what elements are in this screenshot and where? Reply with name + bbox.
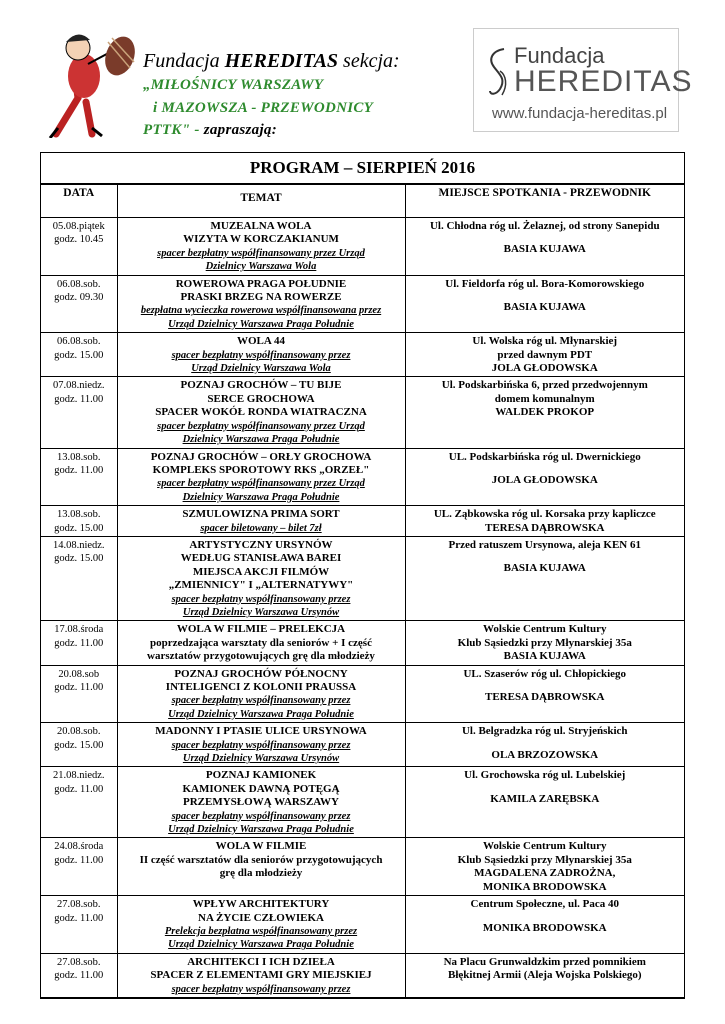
funding-note: spacer biletowany – bilet 7zł (200, 522, 322, 534)
meeting-place-line: UL. Podskarbińska róg ul. Dwernickiego (448, 450, 641, 463)
row-date (41, 896, 117, 954)
topic-line: ROWEROWA PRAGA POŁUDNIE (175, 277, 347, 290)
row-date (41, 621, 117, 665)
spacer (408, 233, 683, 243)
row-place-guide (405, 621, 684, 665)
funding-note: spacer bezpłatny współfinansowany przez (171, 739, 351, 751)
meeting-place-line: Ul. Chłodna róg ul. Żelaznej, od strony Sanepidu (429, 220, 660, 232)
row-date (41, 767, 117, 838)
topic-line: KAMIONEK DAWNĄ POTĘGĄ (182, 782, 340, 795)
funding-note: bezpłatna wycieczka rowerowa współfinansowana przez (140, 305, 382, 317)
date-line: 24.08.środa (54, 841, 104, 853)
date-line: godz. 11.00 (54, 464, 104, 476)
row-place-guide (405, 767, 684, 838)
date-line: 20.08.sob (58, 668, 100, 680)
row-topic (117, 723, 405, 767)
table-header-row (41, 185, 684, 218)
table-row (41, 767, 684, 838)
row-place-guide (405, 275, 684, 333)
funding-note: Urząd Dzielnicy Warszawa Praga Południe (168, 939, 354, 951)
topic-line: „ZMIENNICY" I „ALTERNATYWY" (168, 579, 354, 592)
topic-line: SPACER Z ELEMENTAMI GRY MIEJSKIEJ (150, 969, 372, 982)
guide-name: TERESA DĄBROWSKA (484, 521, 605, 534)
row-date (41, 448, 117, 506)
table-row (41, 377, 684, 448)
guide-name: MONIKA BRODOWSKA (482, 921, 607, 934)
funding-note: Urząd Dzielnicy Warszawa Ursynów (182, 606, 340, 618)
row-place-guide (405, 506, 684, 537)
guide-name: BASIA KUJAWA (503, 301, 586, 314)
program-table (41, 184, 684, 998)
date-line: godz. 11.00 (54, 637, 104, 649)
row-topic (117, 767, 405, 838)
row-date (41, 723, 117, 767)
table-body (41, 218, 684, 998)
row-topic (117, 665, 405, 723)
column-header-topic: TEMAT (117, 185, 405, 218)
topic-line: II część warsztatów dla seniorów przygotowujących (139, 853, 383, 866)
date-line: godz. 11.00 (54, 912, 104, 924)
date-line: godz. 11.00 (54, 970, 104, 982)
row-place-guide (405, 536, 684, 620)
spacer (408, 291, 683, 301)
funding-note: Dzielnicy Warszawa Wola (205, 261, 317, 273)
topic-line: ARCHITEKCI I ICH DZIEŁA (187, 955, 335, 968)
row-date (41, 275, 117, 333)
meeting-place-line: Ul. Fieldorfa róg ul. Bora-Komorowskiego (445, 277, 645, 290)
meeting-place-line: domem komunalnym (494, 392, 595, 405)
program-title: PROGRAM – SIERPIEŃ 2016 (41, 153, 684, 184)
row-place-guide (405, 333, 684, 377)
column-header-date: DATA (41, 185, 117, 218)
table-row (41, 838, 684, 896)
topic-line: SZMULOWIZNA PRIMA SORT (182, 508, 340, 521)
logo-word-hereditas: HEREDITAS (514, 65, 693, 98)
table-row (41, 953, 684, 997)
row-topic (117, 218, 405, 276)
spacer (408, 552, 683, 562)
table-row (41, 506, 684, 537)
funding-note: spacer bezpłatny współfinansowany przez (171, 695, 351, 707)
table-row (41, 621, 684, 665)
row-topic (117, 506, 405, 537)
funding-note: spacer bezpłatny współfinansowany przez (171, 983, 351, 995)
guide-name: BASIA KUJAWA (503, 243, 586, 256)
topic-line: MADONNY I PTASIE ULICE URSYNOWA (155, 725, 367, 738)
table-row (41, 275, 684, 333)
date-line: 27.08.sob. (57, 956, 101, 968)
row-place-guide (405, 896, 684, 954)
row-topic (117, 953, 405, 997)
topic-line: warsztatów przygotowujących grę dla młodzieży (147, 650, 375, 663)
spacer (408, 464, 683, 474)
funding-note: spacer bezpłatny współfinansowany przez Urząd (157, 478, 365, 490)
table-row (41, 333, 684, 377)
date-line: godz. 15.00 (54, 522, 104, 534)
topic-line: grę dla młodzieży (219, 867, 303, 880)
column-header-place: MIEJSCE SPOTKANIA - PRZEWODNIK (405, 185, 684, 218)
table-row (41, 536, 684, 620)
meeting-place-line: Błękitnej Armii (Aleja Wojska Polskiego) (447, 969, 642, 982)
row-topic (117, 448, 405, 506)
row-topic (117, 377, 405, 448)
row-topic (117, 838, 405, 896)
logo-url: www.fundacja-hereditas.pl (492, 105, 668, 122)
date-line: 13.08.sob. (57, 509, 101, 521)
topic-line: POZNAJ KAMIONEK (205, 769, 317, 782)
topic-line: poprzedzająca warsztaty dla seniorów + I część (150, 636, 372, 649)
topic-line: NA ŻYCIE CZŁOWIEKA (198, 911, 324, 924)
date-line: 27.08.sob. (57, 899, 101, 911)
meeting-place-line: Klub Sąsiedzki przy Młynarskiej 35a (457, 853, 632, 866)
meeting-place-line: Wolskie Centrum Kultury (483, 623, 607, 636)
date-line: 06.08.sob. (57, 336, 101, 348)
row-place-guide (405, 448, 684, 506)
table-row (41, 665, 684, 723)
row-date (41, 377, 117, 448)
topic-line: WEDŁUG STANISŁAWA BAREI (180, 552, 342, 565)
guide-name: OLA BRZOZOWSKA (491, 748, 599, 761)
row-date (41, 665, 117, 723)
table-row (41, 448, 684, 506)
guide-name: BASIA KUJAWA (503, 650, 586, 663)
guide-name: KAMILA ZARĘBSKA (490, 792, 600, 805)
guide-name: BASIA KUJAWA (503, 562, 586, 575)
funding-note: Urząd Dzielnicy Warszawa Praga Południe (168, 824, 354, 836)
row-topic (117, 536, 405, 620)
topic-line: POZNAJ GROCHÓW PÓŁNOCNY (174, 667, 348, 680)
date-line: 06.08.sob. (57, 278, 101, 290)
section-line-2: i MAZOWSZA - PRZEWODNICY (153, 100, 374, 116)
row-date (41, 536, 117, 620)
date-line: 21.08.niedz. (52, 770, 105, 782)
spacer (408, 739, 683, 749)
mascot-figure-icon (48, 28, 140, 138)
logo-word-fundacja: Fundacja (514, 43, 605, 68)
funding-note: spacer bezpłatny współfinansowany przez Urząd (157, 247, 365, 259)
topic-line: WOLA 44 (237, 335, 285, 348)
date-line: 07.08.niedz. (52, 380, 105, 392)
guide-name: WALDEK PROKOP (495, 406, 595, 419)
row-date (41, 218, 117, 276)
row-place-guide (405, 218, 684, 276)
meeting-place-line: Przed ratuszem Ursynowa, aleja KEN 61 (448, 538, 641, 551)
funding-note: spacer bezpłatny współfinansowany przez Urząd (157, 420, 365, 432)
funding-note: spacer bezpłatny współfinansowany przez (171, 810, 351, 822)
meeting-place-line: UL. Szaserów róg ul. Chłopickiego (463, 667, 627, 680)
topic-line: PRASKI BRZEG NA ROWERZE (180, 291, 342, 304)
guide-name: MONIKA BRODOWSKA (482, 880, 607, 893)
topic-line: KOMPLEKS SPOROTOWY RKS „ORZEŁ" (152, 463, 370, 476)
row-date (41, 333, 117, 377)
topic-line: WOLA W FILMIE (215, 840, 307, 853)
date-line: godz. 11.00 (54, 783, 104, 795)
table-row (41, 723, 684, 767)
funding-note: Urząd Dzielnicy Warszawa Praga Południe (168, 318, 354, 330)
date-line: godz. 11.00 (54, 682, 104, 693)
table-row (41, 896, 684, 954)
topic-line: PRZEMYSŁOWĄ WARSZAWY (183, 796, 339, 809)
funding-note: Urząd Dzielnicy Warszawa Praga Południe (168, 708, 354, 720)
funding-note: Dzielnicy Warszawa Praga Południe (182, 491, 340, 503)
funding-note: Dzielnicy Warszawa Praga Południe (182, 434, 340, 446)
funding-note: spacer bezpłatny współfinansowany przez (171, 593, 351, 605)
date-line: 20.08.sob. (57, 726, 101, 738)
topic-line: WIZYTA W KORCZAKIANUM (183, 233, 339, 246)
meeting-place-line: Ul. Wolska róg ul. Młynarskiej (472, 335, 618, 348)
topic-line: MIEJSCA AKCJI FILMÓW (192, 565, 330, 578)
topic-line: MUZEALNA WOLA (210, 220, 312, 232)
meeting-place-line: UL. Ząbkowska róg ul. Korsaka przy kapliczce (433, 508, 656, 521)
date-line: godz. 11.00 (54, 854, 104, 866)
section-line-3: PTTK" - zapraszają: (143, 122, 278, 138)
row-topic (117, 896, 405, 954)
spacer (408, 783, 683, 793)
topic-line: INTELIGENCI Z KOLONII PRAUSSA (165, 681, 357, 693)
funding-note: Urząd Dzielnicy Warszawa Wola (191, 363, 331, 375)
date-line: godz. 10.45 (54, 234, 104, 246)
row-date (41, 506, 117, 537)
topic-line: SERCE GROCHOWA (207, 392, 315, 405)
date-line: godz. 11.00 (54, 393, 104, 405)
date-line: godz. 15.00 (54, 739, 104, 751)
page-header (0, 0, 725, 150)
topic-line: ARTYSTYCZNY URSYNÓW (189, 538, 333, 551)
table-row (41, 218, 684, 276)
meeting-place-line: Ul. Grochowska róg ul. Lubelskiej (464, 769, 626, 782)
row-place-guide (405, 953, 684, 997)
row-place-guide (405, 838, 684, 896)
guide-name: JOLA GŁODOWSKA (491, 362, 598, 375)
row-place-guide (405, 665, 684, 723)
row-date (41, 953, 117, 997)
date-line: 14.08.niedz. (52, 539, 105, 551)
funding-note: Urząd Dzielnicy Warszawa Ursynów (182, 753, 340, 765)
guide-name: MAGDALENA ZADROŻNA, (474, 867, 616, 880)
meeting-place-line: Centrum Społeczne, ul. Paca 40 (470, 898, 619, 911)
funding-note: Prelekcja bezpłatna współfinansowany przez (164, 925, 358, 937)
spacer (408, 681, 683, 691)
topic-line: WPŁYW ARCHITEKTURY (192, 898, 330, 911)
org-heading: Fundacja HEREDITAS sekcja: (143, 50, 400, 72)
date-line: godz. 09.30 (54, 292, 104, 304)
program-table-wrap (40, 152, 685, 999)
funding-note: spacer bezpłatny współfinansowany przez (171, 349, 351, 361)
row-topic (117, 621, 405, 665)
row-topic (117, 333, 405, 377)
date-line: 13.08.sob. (57, 451, 101, 463)
meeting-place-line: Ul. Podskarbińska 6, przed przedwojennym (441, 379, 648, 392)
logo-mark-icon (486, 45, 512, 99)
date-line: 17.08.środa (54, 624, 104, 636)
topic-line: SPACER WOKÓŁ RONDA WIATRACZNA (155, 406, 367, 419)
row-topic (117, 275, 405, 333)
guide-name: TERESA DĄBROWSKA (484, 691, 605, 703)
section-line-1: „MIŁOŚNICY WARSZAWY (143, 77, 324, 93)
meeting-place-line: Na Placu Grunwaldzkim przed pomnikiem (443, 955, 646, 968)
meeting-place-line: przed dawnym PDT (497, 348, 593, 361)
date-line: godz. 15.00 (54, 349, 104, 361)
topic-line: POZNAJ GROCHÓW – ORŁY GROCHOWA (150, 450, 372, 463)
meeting-place-line: Klub Sąsiedzki przy Młynarskiej 35a (457, 636, 632, 649)
topic-line: WOLA W FILMIE – PRELEKCJA (176, 623, 346, 636)
row-date (41, 838, 117, 896)
meeting-place-line: Ul. Belgradzka róg ul. Stryjeńskich (461, 725, 628, 738)
guide-name: JOLA GŁODOWSKA (491, 473, 598, 486)
topic-line: POZNAJ GROCHÓW – TU BIJE (180, 379, 342, 392)
date-line: godz. 15.00 (54, 553, 104, 565)
meeting-place-line: Wolskie Centrum Kultury (483, 840, 607, 853)
spacer (408, 912, 683, 922)
row-place-guide (405, 377, 684, 448)
row-place-guide (405, 723, 684, 767)
hereditas-logo (473, 28, 693, 132)
date-line: 05.08.piątek (52, 221, 105, 232)
